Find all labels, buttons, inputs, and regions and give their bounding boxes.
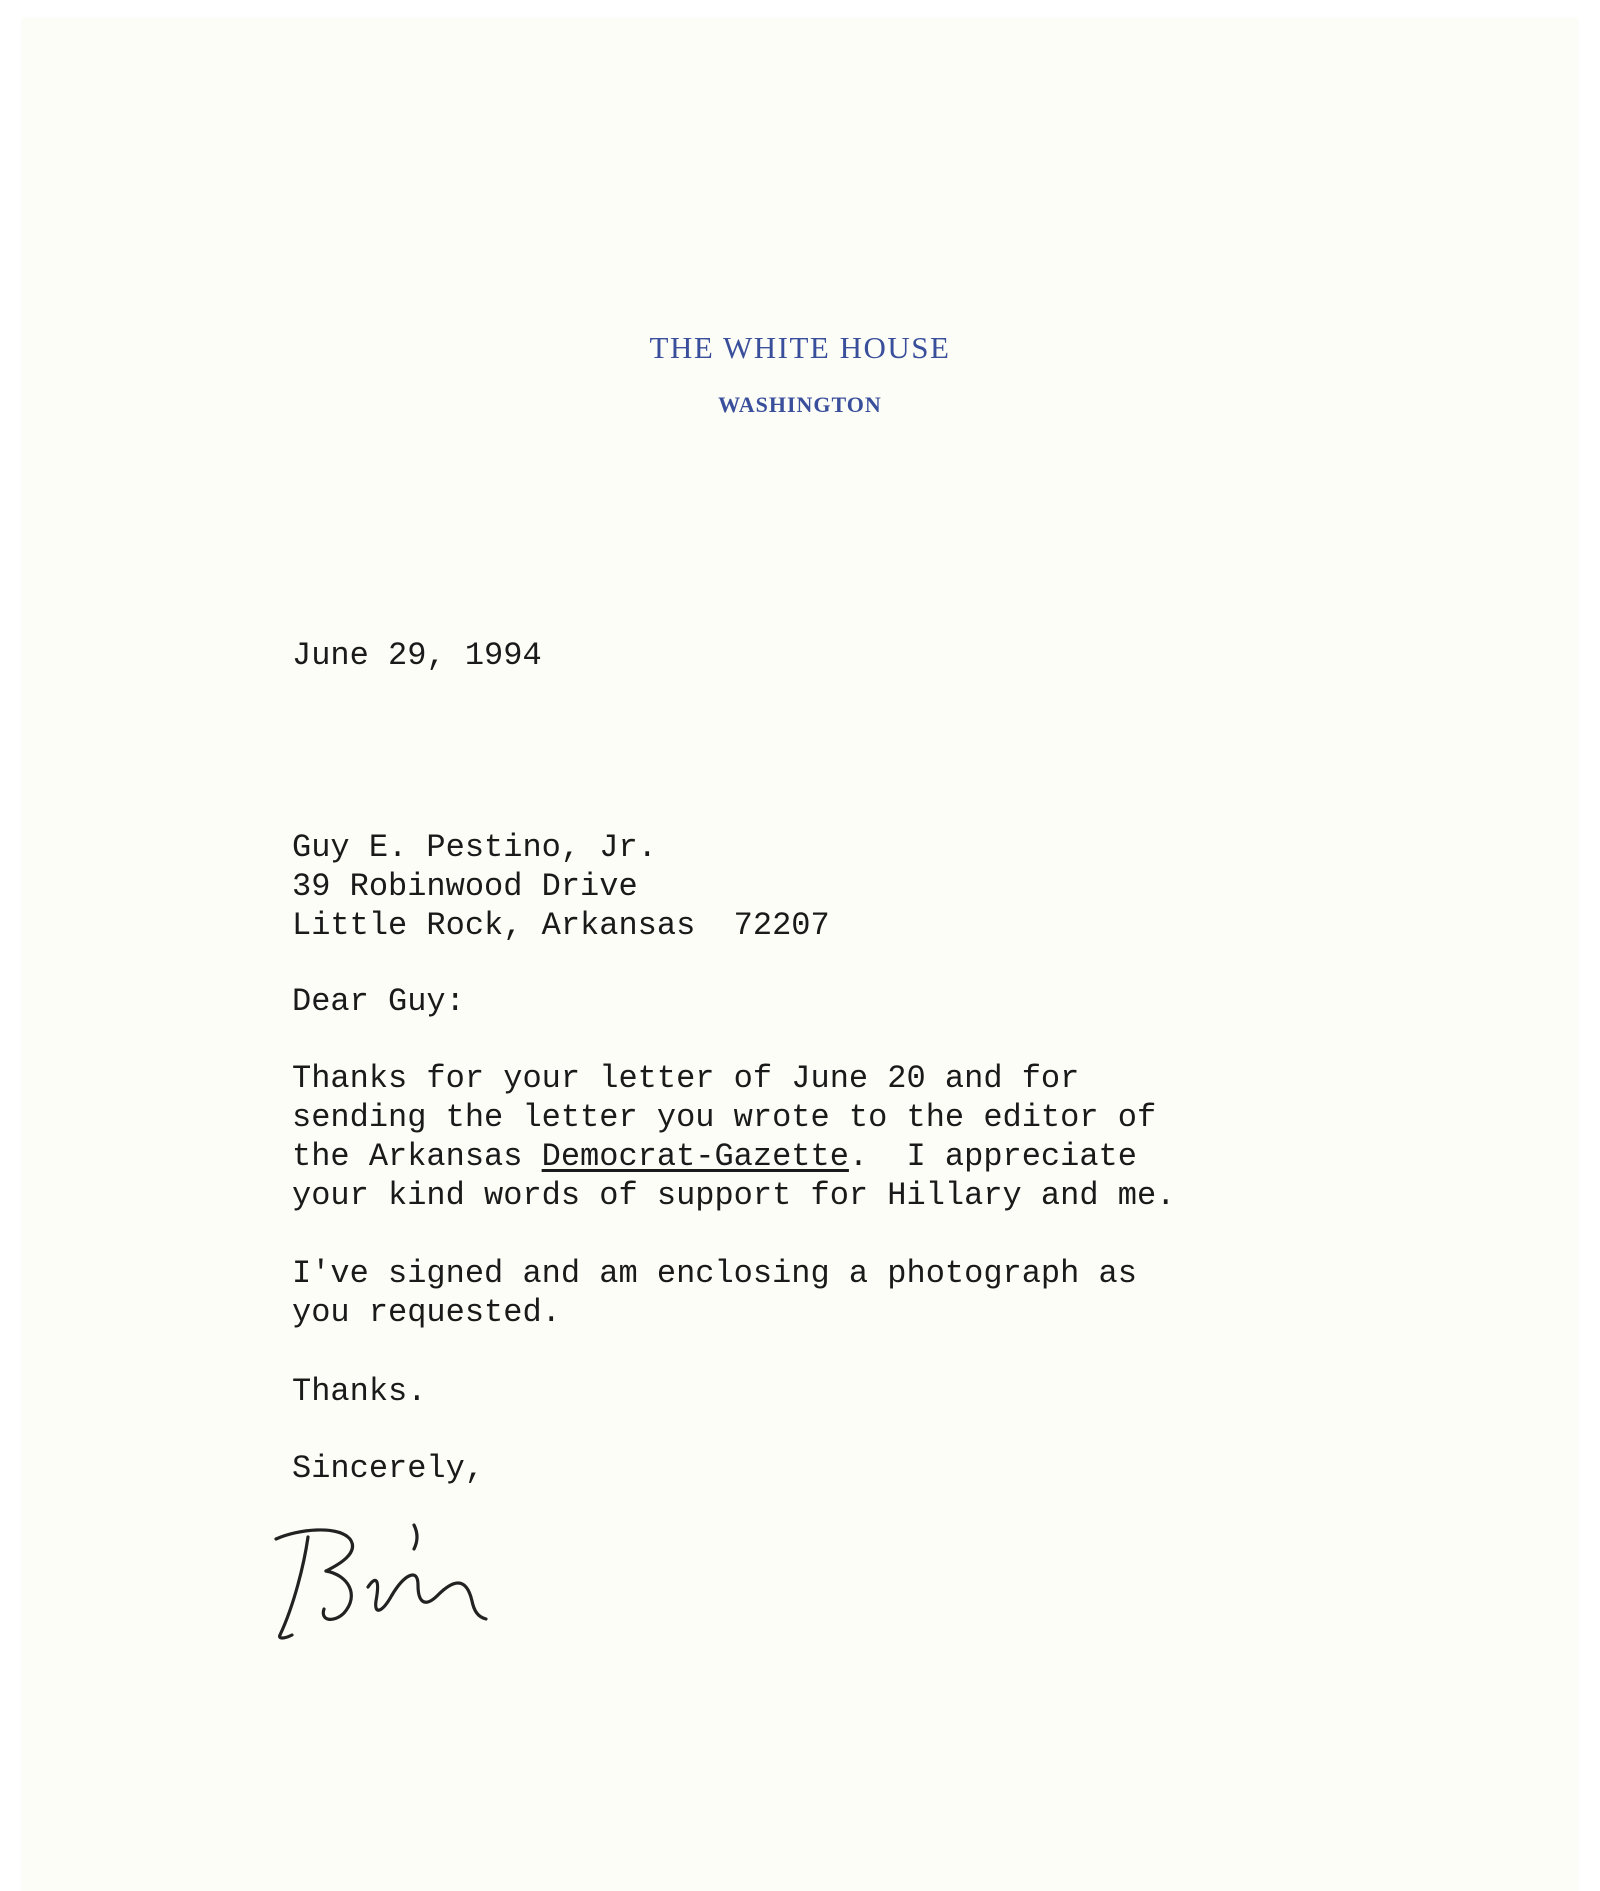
recipient-city-state-zip: Little Rock, Arkansas 72207 xyxy=(292,907,830,944)
body-line: I've signed and am enclosing a photograph as xyxy=(292,1255,1137,1292)
newspaper-title: Democrat-Gazette xyxy=(541,1138,849,1175)
recipient-address xyxy=(292,828,1442,945)
recipient-name: Guy E. Pestino, Jr. xyxy=(292,829,657,866)
handwritten-signature xyxy=(268,1505,538,1645)
letterhead-subtitle: WASHINGTON xyxy=(718,392,882,417)
body-line: your kind words of support for Hillary and me. xyxy=(292,1177,1176,1214)
salutation: Dear Guy: xyxy=(292,983,465,1020)
body-line: sending the letter you wrote to the editor of xyxy=(292,1099,1157,1136)
closing: Sincerely, xyxy=(292,1450,485,1487)
letter-paper xyxy=(22,18,1578,1891)
body-paragraph-2 xyxy=(292,1254,1442,1332)
thanks-line: Thanks. xyxy=(292,1373,427,1410)
body-line xyxy=(292,1137,1442,1176)
recipient-street: 39 Robinwood Drive xyxy=(292,868,638,905)
body-text: . I appreciate xyxy=(848,1138,1137,1175)
letter-date: June 29, 1994 xyxy=(292,637,542,674)
body-line: you requested. xyxy=(292,1294,561,1331)
body-line: Thanks for your letter of June 20 and for xyxy=(292,1060,1080,1097)
body-text: the Arkansas xyxy=(292,1138,542,1175)
letterhead-title: THE WHITE HOUSE xyxy=(649,330,951,365)
body-paragraph-1 xyxy=(292,1059,1442,1215)
